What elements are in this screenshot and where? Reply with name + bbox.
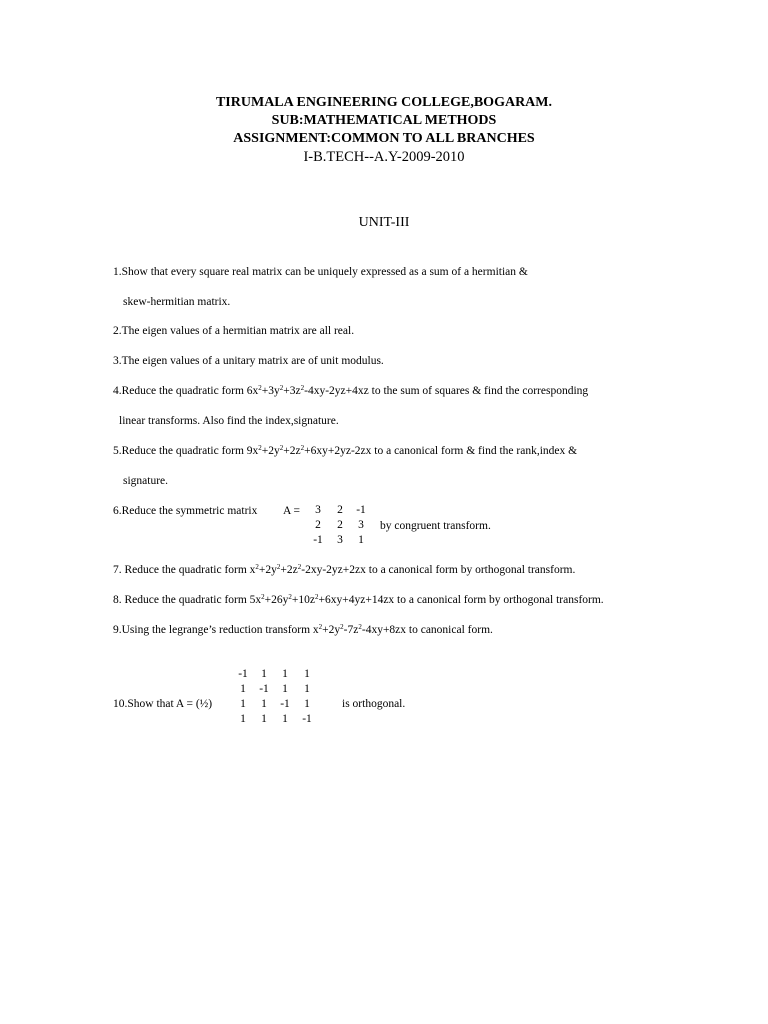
academic-year: I-B.TECH--A.Y-2009-2010: [303, 149, 465, 165]
question-4-line-1: 4.Reduce the quadratic form $6x^2+3y^2+3z^2-4xy-2yz+4xz$ to the sum of squares & find the corresponding: [113, 384, 589, 397]
question-7: 7. Reduce the quadratic form $x^2+2y^2+2z^2-2xy-2yz+2zx$ to a canonical form by orthogonal transform.: [113, 563, 576, 576]
unit-title: UNIT-III: [358, 215, 410, 230]
question-10-matrix: [232, 667, 318, 727]
question-5-line-1: 5.Reduce the quadratic form $9x^2+2y^2+2z^2+6xy+2yz-2zx$ to a canonical form & find the rank,index &: [113, 444, 578, 457]
question-6-text: 6.Reduce the symmetric matrix: [113, 505, 258, 517]
college-name: TIRUMALA ENGINEERING COLLEGE,BOGARAM.: [215, 95, 553, 110]
question-1-line-2: skew-hermitian matrix.: [123, 296, 231, 308]
question-10-suffix: is orthogonal.: [342, 698, 406, 710]
question-2: 2.The eigen values of a hermitian matrix are all real.: [113, 325, 355, 337]
assignment-line: ASSIGNMENT:COMMON TO ALL BRANCHES: [233, 131, 535, 146]
question-1-line-1: 1.Show that every square real matrix can be uniquely expressed as a sum of a hermitian &: [113, 266, 528, 278]
matrix-row: 2 2 3: [315, 519, 364, 531]
question-5-line-2: signature.: [123, 475, 169, 487]
question-10-text: 10.Show that A = (½): [113, 698, 213, 710]
question-8: 8. Reduce the quadratic form $5x^2+26y^2+10z^2+6xy+4yz+14zx$ to a canonical form by orthogonal transform.: [113, 593, 604, 606]
question-6-suffix: by congruent transform.: [380, 520, 491, 532]
matrix-row: 1 1 -1 1: [240, 698, 310, 710]
question-9: 9.Using the legrange’s reduction transform $x^2+2y^2-7z^2-4xy+8zx$ to canonical form.: [113, 623, 493, 636]
question-6-matrix-label: A =: [283, 505, 301, 517]
matrix-row: 1 -1 1 1: [240, 683, 310, 695]
question-3: 3.The eigen values of a unitary matrix are of unit modulus.: [113, 355, 384, 367]
matrix-row: -1 3 1: [313, 534, 364, 546]
subject-line: SUB:MATHEMATICAL METHODS: [271, 113, 497, 128]
matrix-row: -1 1 1 1: [238, 668, 310, 680]
matrix-row: 1 1 1 -1: [240, 713, 312, 725]
document-header: [0, 94, 768, 166]
question-6-matrix: [306, 503, 372, 548]
question-4-line-2: linear transforms. Also find the index,signature.: [119, 415, 339, 427]
matrix-row: 3 2 -1: [315, 504, 366, 516]
